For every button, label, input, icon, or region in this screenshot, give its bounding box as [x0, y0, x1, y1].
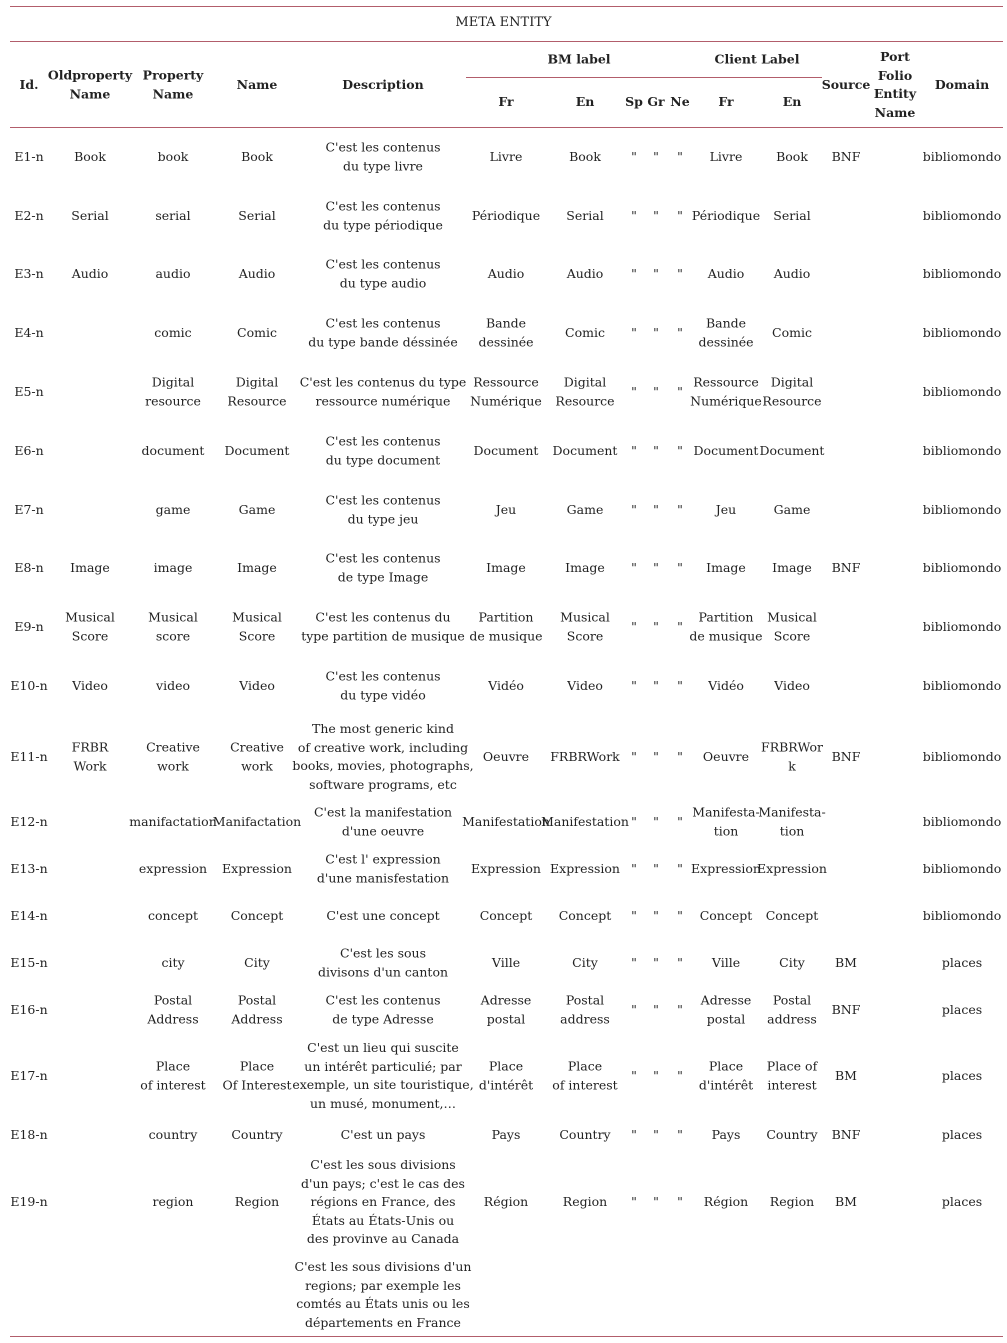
- cell-clfr: Ressource Numérique: [690, 374, 762, 408]
- cell-desc: C'est un lieu qui suscite un intérêt particulié; par exemple, un site touristique, un musé, monument,…: [292, 1040, 474, 1111]
- cell-bmen: Digital Resource: [555, 374, 615, 408]
- cell-bmfr: Bande dessinée: [478, 315, 534, 349]
- cell-ne: ": [677, 148, 683, 164]
- cell-clfr: Manifesta- tion: [692, 804, 760, 838]
- cell-id: E5-n: [14, 383, 44, 399]
- cell-ne: ": [677, 501, 683, 517]
- cell-clen: Concept: [765, 907, 819, 923]
- cell-desc: C'est les contenus du type partition de musique: [301, 609, 465, 643]
- cell-desc: C'est les contenus du type document: [325, 433, 441, 467]
- cell-desc: C'est les contenus de type Image: [325, 550, 441, 584]
- cell-dom: bibliomondo: [922, 907, 1002, 923]
- cell-bmen: Manifestation: [541, 813, 629, 829]
- cell-clfr: Pays: [711, 1126, 741, 1142]
- cell-gr: ": [653, 324, 659, 340]
- cell-bmen: Country: [559, 1126, 611, 1142]
- cell-clen: Postal address: [767, 992, 817, 1026]
- cell-ne: ": [677, 1001, 683, 1017]
- cell-gr: ": [653, 860, 659, 876]
- cell-clen: Expression: [757, 860, 827, 876]
- cell-gr: ": [653, 677, 659, 693]
- cell-name: Comic: [237, 324, 277, 340]
- cell-old: FRBR Work: [71, 739, 109, 773]
- cell-id: E13-n: [10, 860, 48, 876]
- cell-gr: ": [653, 1126, 659, 1142]
- cell-clfr: Concept: [699, 907, 753, 923]
- cell-ne: ": [677, 1126, 683, 1142]
- cell-dom: bibliomondo: [922, 813, 1002, 829]
- cell-dom: bibliomondo: [922, 442, 1002, 458]
- group-header-rule: [466, 77, 822, 78]
- cell-id: E16-n: [10, 1001, 48, 1017]
- cell-desc: C'est les contenus du type vidéo: [325, 668, 441, 702]
- cell-name: Postal Address: [231, 992, 283, 1026]
- cell-gr: ": [653, 907, 659, 923]
- cell-desc: C'est les contenus du type bande déssinée: [308, 315, 458, 349]
- cell-prop: Musical score: [148, 609, 198, 643]
- cell-clen: Place of interest: [766, 1058, 818, 1092]
- cell-prop: manifactation: [129, 813, 217, 829]
- cell-ne: ": [677, 207, 683, 223]
- cell-sp: ": [631, 954, 637, 970]
- cell-clen: Serial: [773, 207, 811, 223]
- cell-bmfr: Expression: [471, 860, 541, 876]
- cell-gr: ": [653, 1001, 659, 1017]
- cell-name: Digital Resource: [227, 374, 287, 408]
- cell-dom: places: [941, 1067, 983, 1083]
- cell-clen: Region: [769, 1193, 815, 1209]
- cell-name: Creative work: [230, 739, 284, 773]
- cell-bmfr: Partition de musique: [469, 609, 543, 643]
- cell-ne: ": [677, 813, 683, 829]
- table-bottom-rule: [10, 1336, 1003, 1337]
- cell-ne: ": [677, 1193, 683, 1209]
- cell-clfr: Partition de musique: [689, 609, 763, 643]
- header-client-en: En: [782, 93, 802, 109]
- cell-gr: ": [653, 1067, 659, 1083]
- cell-sp: ": [631, 442, 637, 458]
- cell-name: Book: [241, 148, 273, 164]
- cell-clfr: Périodique: [691, 207, 761, 223]
- cell-clfr: Région: [703, 1193, 749, 1209]
- header-bm-fr: Fr: [498, 93, 514, 109]
- cell-src: BNF: [831, 1001, 861, 1017]
- cell-bmfr: Manifestation: [462, 813, 550, 829]
- cell-bmfr: Place d'intérêt: [478, 1058, 534, 1092]
- cell-ne: ": [677, 265, 683, 281]
- cell-desc: C'est la manifestation d'une oeuvre: [313, 804, 453, 838]
- cell-name: Place Of Interest: [222, 1058, 292, 1092]
- header-client-label: Client Label: [714, 51, 800, 67]
- cell-prop: Postal Address: [147, 992, 199, 1026]
- cell-clfr: Document: [693, 442, 759, 458]
- cell-src: BNF: [831, 148, 861, 164]
- cell-desc: C'est les contenus du type livre: [325, 139, 441, 173]
- header-bm-label: BM label: [547, 51, 611, 67]
- cell-ne: ": [677, 677, 683, 693]
- cell-prop: comic: [154, 324, 192, 340]
- cell-id: E10-n: [10, 677, 48, 693]
- cell-clen: Digital Resource: [762, 374, 822, 408]
- cell-dom: places: [941, 1001, 983, 1017]
- cell-name: Serial: [238, 207, 276, 223]
- cell-bmfr: Ville: [491, 954, 521, 970]
- table-title: META ENTITY: [455, 15, 552, 30]
- cell-bmen: Game: [566, 501, 604, 517]
- cell-clfr: Vidéo: [708, 677, 744, 693]
- header-id: Id.: [19, 76, 39, 92]
- header-client-fr: Fr: [718, 93, 734, 109]
- cell-name: Region: [234, 1193, 280, 1209]
- cell-dom: bibliomondo: [922, 265, 1002, 281]
- cell-sp: ": [631, 148, 637, 164]
- cell-gr: ": [653, 442, 659, 458]
- cell-ne: ": [677, 324, 683, 340]
- cell-id: E1-n: [14, 148, 44, 164]
- cell-bmen: Book: [569, 148, 601, 164]
- cell-old: Book: [74, 148, 106, 164]
- cell-clen: Manifesta- tion: [758, 804, 826, 838]
- cell-id: E18-n: [10, 1126, 48, 1142]
- cell-bmfr: Ressource Numérique: [470, 374, 542, 408]
- cell-gr: ": [653, 618, 659, 634]
- cell-dom: bibliomondo: [922, 677, 1002, 693]
- cell-src: BNF: [831, 748, 861, 764]
- cell-prop: serial: [155, 207, 191, 223]
- cell-id: E2-n: [14, 207, 44, 223]
- cell-ne: ": [677, 618, 683, 634]
- cell-src: BNF: [831, 559, 861, 575]
- cell-desc: C'est un pays: [340, 1126, 426, 1142]
- cell-dom: bibliomondo: [922, 207, 1002, 223]
- cell-bmfr: Concept: [479, 907, 533, 923]
- cell-id: E9-n: [14, 618, 44, 634]
- cell-src: BM: [835, 1067, 857, 1083]
- cell-prop: country: [148, 1126, 198, 1142]
- cell-bmfr: Audio: [487, 265, 525, 281]
- cell-sp: ": [631, 860, 637, 876]
- cell-bmen: FRBRWork: [550, 748, 620, 764]
- cell-id: E14-n: [10, 907, 48, 923]
- cell-old: Image: [70, 559, 110, 575]
- cell-prop: video: [156, 677, 190, 693]
- cell-gr: ": [653, 207, 659, 223]
- cell-clfr: Adresse postal: [700, 992, 752, 1026]
- cell-clen: Document: [759, 442, 825, 458]
- cell-sp: ": [631, 1001, 637, 1017]
- cell-name: Game: [238, 501, 276, 517]
- cell-desc: C'est une concept: [326, 907, 440, 923]
- cell-name: Image: [237, 559, 277, 575]
- cell-ne: ": [677, 907, 683, 923]
- cell-ne: ": [677, 442, 683, 458]
- cell-clen: Video: [774, 677, 810, 693]
- cell-gr: ": [653, 265, 659, 281]
- cell-sp: ": [631, 748, 637, 764]
- table-top-rule: [10, 6, 1003, 7]
- cell-name: Concept: [230, 907, 284, 923]
- cell-dom: places: [941, 1193, 983, 1209]
- header-source: Source: [821, 76, 871, 92]
- header-ne: Ne: [670, 93, 690, 109]
- cell-old: Video: [72, 677, 108, 693]
- cell-clen: Image: [772, 559, 812, 575]
- cell-sp: ": [631, 618, 637, 634]
- cell-id: E4-n: [14, 324, 44, 340]
- cell-prop: Creative work: [146, 739, 200, 773]
- cell-clfr: Expression: [691, 860, 761, 876]
- cell-clfr: Image: [706, 559, 746, 575]
- cell-clfr: Audio: [707, 265, 745, 281]
- cell-bmfr: Livre: [489, 148, 523, 164]
- cell-prop: expression: [138, 860, 208, 876]
- cell-name: Manifactation: [212, 813, 302, 829]
- header-oldproperty-name: Oldproperty Name: [47, 67, 133, 101]
- cell-bmfr: Jeu: [495, 501, 517, 517]
- cell-dom: bibliomondo: [922, 324, 1002, 340]
- cell-bmfr: Document: [473, 442, 539, 458]
- cell-bmfr: Oeuvre: [482, 748, 530, 764]
- cell-ne: ": [677, 1067, 683, 1083]
- cell-sp: ": [631, 1067, 637, 1083]
- cell-sp: ": [631, 1126, 637, 1142]
- header-description: Description: [342, 76, 424, 92]
- cell-name: Musical Score: [232, 609, 282, 643]
- cell-bmen: Image: [565, 559, 605, 575]
- cell-prop: city: [161, 954, 185, 970]
- cell-src: BM: [835, 954, 857, 970]
- cell-prop: Place of interest: [140, 1058, 206, 1092]
- cell-sp: ": [631, 383, 637, 399]
- cell-gr: ": [653, 559, 659, 575]
- cell-clen: City: [779, 954, 805, 970]
- cell-bmen: Video: [567, 677, 603, 693]
- cell-bmen: Region: [562, 1193, 608, 1209]
- cell-id: E7-n: [14, 501, 44, 517]
- cell-sp: ": [631, 501, 637, 517]
- cell-desc: The most generic kind of creative work, including books, movies, photographs, software programs, etc: [292, 721, 474, 792]
- cell-bmen: Document: [552, 442, 618, 458]
- cell-sp: ": [631, 559, 637, 575]
- cell-clfr: Bande dessinée: [698, 315, 754, 349]
- cell-prop: image: [153, 559, 193, 575]
- cell-desc: C'est l' expression d'une manisfestation: [316, 851, 450, 885]
- cell-bmen: Place of interest: [552, 1058, 618, 1092]
- cell-src: BM: [835, 1193, 857, 1209]
- header-name: Name: [236, 76, 278, 92]
- cell-clen: FRBRWor k: [761, 739, 823, 773]
- cell-ne: ": [677, 383, 683, 399]
- cell-sp: ": [631, 1193, 637, 1209]
- cell-id: E11-n: [10, 748, 48, 764]
- cell-ne: ": [677, 954, 683, 970]
- cell-sp: ": [631, 265, 637, 281]
- cell-old: Musical Score: [65, 609, 115, 643]
- cell-clfr: Ville: [711, 954, 741, 970]
- cell-clfr: Oeuvre: [702, 748, 750, 764]
- cell-desc: C'est les sous divisons d'un canton: [317, 945, 449, 979]
- header-portfolio-entity-name: Port Folio Entity Name: [873, 49, 917, 120]
- cell-dom: bibliomondo: [922, 559, 1002, 575]
- cell-bmfr: Pays: [491, 1126, 521, 1142]
- cell-bmen: Musical Score: [560, 609, 610, 643]
- cell-old: Serial: [71, 207, 109, 223]
- cell-gr: ": [653, 501, 659, 517]
- cell-dom: places: [941, 1126, 983, 1142]
- cell-dom: bibliomondo: [922, 148, 1002, 164]
- cell-gr: ": [653, 383, 659, 399]
- cell-name: Document: [224, 442, 290, 458]
- cell-prop: region: [152, 1193, 194, 1209]
- cell-prop: book: [157, 148, 189, 164]
- cell-sp: ": [631, 677, 637, 693]
- cell-bmen: Expression: [550, 860, 620, 876]
- cell-bmfr: Image: [486, 559, 526, 575]
- header-rule: [10, 127, 1003, 128]
- header-sp: Sp: [625, 93, 643, 109]
- cell-name: Country: [231, 1126, 283, 1142]
- cell-name: Audio: [238, 265, 276, 281]
- cell-bmfr: Périodique: [471, 207, 541, 223]
- cell-clen: Audio: [773, 265, 811, 281]
- cell-desc: C'est les contenus du type périodique: [323, 198, 443, 232]
- cell-bmfr: Vidéo: [488, 677, 524, 693]
- header-property-name: Property Name: [142, 67, 204, 101]
- cell-sp: ": [631, 813, 637, 829]
- cell-prop: document: [141, 442, 205, 458]
- cell-desc: C'est les sous divisions d'un pays; c'est le cas des régions en France, des États au États-Unis ou des provinve au Canada: [301, 1156, 465, 1246]
- cell-old: Audio: [71, 265, 109, 281]
- cell-id: E15-n: [10, 954, 48, 970]
- cell-bmen: Audio: [566, 265, 604, 281]
- cell-id: E19-n: [10, 1193, 48, 1209]
- cell-desc: C'est les contenus du type ressource numérique: [299, 374, 467, 408]
- header-domain: Domain: [934, 76, 990, 92]
- cell-clfr: Jeu: [715, 501, 737, 517]
- cell-name: City: [244, 954, 270, 970]
- title-rule: [10, 41, 1003, 42]
- cell-dom: bibliomondo: [922, 748, 1002, 764]
- cell-src: BNF: [831, 1126, 861, 1142]
- cell-id: E6-n: [14, 442, 44, 458]
- cell-desc: C'est les contenus du type audio: [325, 256, 441, 290]
- cell-ne: ": [677, 748, 683, 764]
- cell-bmfr: Région: [483, 1193, 529, 1209]
- cell-sp: ": [631, 207, 637, 223]
- cell-id: E12-n: [10, 813, 48, 829]
- cell-dom: bibliomondo: [922, 383, 1002, 399]
- cell-clen: Game: [773, 501, 811, 517]
- header-gr: Gr: [647, 93, 665, 109]
- cell-sp: ": [631, 324, 637, 340]
- cell-id: E8-n: [14, 559, 44, 575]
- header-bm-en: En: [575, 93, 595, 109]
- cell-gr: ": [653, 813, 659, 829]
- cell-ne: ": [677, 559, 683, 575]
- cell-bmfr: Adresse postal: [480, 992, 532, 1026]
- cell-bmen: Serial: [566, 207, 604, 223]
- cell-id: E3-n: [14, 265, 44, 281]
- cell-gr: ": [653, 748, 659, 764]
- cell-bmen: City: [572, 954, 598, 970]
- cell-clen: Comic: [772, 324, 812, 340]
- cell-prop: game: [155, 501, 191, 517]
- cell-bmen: Comic: [565, 324, 605, 340]
- cell-dom: bibliomondo: [922, 618, 1002, 634]
- cell-id: E17-n: [10, 1067, 48, 1083]
- cell-sp: ": [631, 907, 637, 923]
- cell-dom: places: [941, 954, 983, 970]
- cell-dom: bibliomondo: [922, 860, 1002, 876]
- cell-clen: Book: [776, 148, 808, 164]
- cell-name: Video: [239, 677, 275, 693]
- cell-prop: concept: [148, 907, 198, 923]
- cell-dom: bibliomondo: [922, 501, 1002, 517]
- cell-desc: C'est les sous divisions d'un regions; par exemple les comtés au États unis ou les départements en France: [294, 1259, 472, 1330]
- cell-clen: Musical Score: [767, 609, 817, 643]
- cell-gr: ": [653, 148, 659, 164]
- cell-bmen: Postal address: [560, 992, 610, 1026]
- cell-ne: ": [677, 860, 683, 876]
- cell-gr: ": [653, 1193, 659, 1209]
- cell-clfr: Place d'intérêt: [698, 1058, 754, 1092]
- cell-prop: audio: [155, 265, 191, 281]
- cell-gr: ": [653, 954, 659, 970]
- cell-desc: C'est les contenus du type jeu: [325, 492, 441, 526]
- cell-bmen: Concept: [558, 907, 612, 923]
- cell-clen: Country: [766, 1126, 818, 1142]
- cell-name: Expression: [222, 860, 292, 876]
- cell-prop: Digital resource: [145, 374, 201, 408]
- cell-clfr: Livre: [709, 148, 743, 164]
- cell-desc: C'est les contenus de type Adresse: [325, 992, 441, 1026]
